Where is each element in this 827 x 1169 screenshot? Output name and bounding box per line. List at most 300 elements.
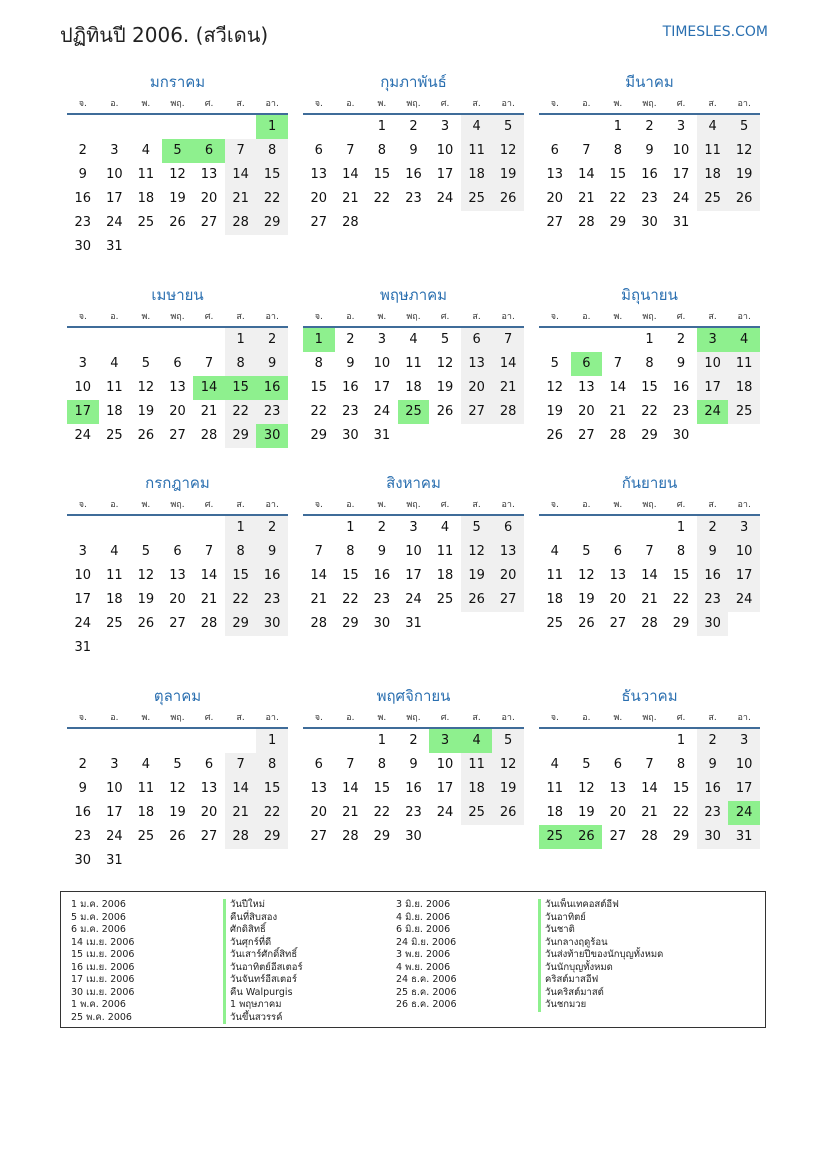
day-cell: 3 xyxy=(728,516,760,540)
day-cell: 22 xyxy=(609,191,627,206)
day-cell: 22 xyxy=(256,187,288,211)
day-cell: 9 xyxy=(377,544,387,559)
day-cell: 5 xyxy=(141,356,151,371)
day-cell: 11 xyxy=(697,139,729,163)
day-cell: 22 xyxy=(373,191,391,206)
empty-cell xyxy=(99,115,131,139)
day-cell: 24 xyxy=(436,805,454,820)
weekday-label: จ. xyxy=(78,500,87,510)
weekday-label: ศ. xyxy=(676,713,686,723)
day-cell: 9 xyxy=(78,781,87,796)
day-cell: 1 xyxy=(613,119,623,134)
holiday-names-column-2 xyxy=(538,899,663,1012)
empty-cell xyxy=(225,729,257,753)
day-cell: 29 xyxy=(641,428,658,443)
day-cell: 28 xyxy=(342,829,359,844)
day-cell: 28 xyxy=(641,616,658,631)
weekday-label: ส. xyxy=(472,713,481,723)
day-cell: 19 xyxy=(169,805,186,820)
day-cell: 27 xyxy=(169,428,186,443)
day-cell: 2 xyxy=(78,143,87,158)
day-cell: 26 xyxy=(169,829,186,844)
weekday-label: ศ. xyxy=(440,713,450,723)
weekday-label: พฤ. xyxy=(642,312,657,322)
day-cell: 19 xyxy=(492,777,524,801)
holiday-day-cell: 4 xyxy=(728,328,760,352)
month-name: สิงหาคม xyxy=(386,474,441,492)
empty-cell xyxy=(571,115,603,139)
day-cell: 19 xyxy=(137,404,155,419)
holiday-name: วันอาทิตย์ xyxy=(538,912,663,925)
day-cell: 17 xyxy=(436,781,454,796)
day-cell: 20 xyxy=(169,404,186,419)
weekday-label: จ. xyxy=(78,312,87,322)
day-cell: 16 xyxy=(405,781,422,796)
day-cell: 2 xyxy=(645,119,654,134)
day-cell: 15 xyxy=(310,380,328,395)
day-cell: 23 xyxy=(697,801,729,825)
day-cell: 27 xyxy=(609,616,627,631)
holiday-date: 25 ธ.ค. 2006 xyxy=(396,986,457,998)
holiday-date: 3 พ.ย. 2006 xyxy=(396,949,451,960)
day-grid xyxy=(67,729,288,873)
day-cell: 11 xyxy=(461,753,493,777)
day-cell: 6 xyxy=(173,544,182,559)
day-cell: 10 xyxy=(373,356,391,371)
day-cell: 10 xyxy=(106,781,123,796)
weekday-label: อา. xyxy=(501,312,515,322)
weekday-label: ศ. xyxy=(204,99,214,109)
holiday-date: 17 เม.ย. 2006 xyxy=(71,974,135,985)
day-cell: 5 xyxy=(492,115,524,139)
day-cell: 1 xyxy=(225,328,257,352)
day-cell: 19 xyxy=(578,592,595,607)
day-cell: 16 xyxy=(697,777,729,801)
day-cell: 26 xyxy=(546,428,564,443)
month-block xyxy=(539,284,760,448)
day-cell: 26 xyxy=(728,187,760,211)
day-cell: 13 xyxy=(578,380,595,395)
holiday-legend xyxy=(60,891,766,1028)
day-cell: 24 xyxy=(74,616,92,631)
day-cell: 9 xyxy=(645,143,654,158)
weekday-header xyxy=(539,306,760,328)
day-cell: 18 xyxy=(728,376,760,400)
day-cell: 16 xyxy=(641,167,658,182)
day-cell: 17 xyxy=(436,167,454,182)
day-cell: 3 xyxy=(110,757,119,772)
weekday-label: ศ. xyxy=(440,312,450,322)
day-cell: 12 xyxy=(492,139,524,163)
holiday-date: 14 เม.ย. 2006 xyxy=(71,936,135,948)
day-grid xyxy=(303,115,524,235)
day-cell: 19 xyxy=(492,163,524,187)
day-cell: 7 xyxy=(645,544,654,559)
day-cell: 18 xyxy=(546,805,564,820)
day-cell: 21 xyxy=(342,805,359,820)
holiday-day-cell: 17 xyxy=(67,400,99,424)
month-block xyxy=(303,71,524,235)
day-cell: 17 xyxy=(672,167,690,182)
day-cell: 19 xyxy=(461,564,493,588)
day-cell: 22 xyxy=(373,805,391,820)
holiday-name: คืนที่สิบสอง xyxy=(223,912,303,925)
day-cell: 26 xyxy=(137,616,155,631)
day-cell: 14 xyxy=(641,568,658,583)
day-cell: 2 xyxy=(377,520,387,535)
day-cell: 9 xyxy=(256,352,288,376)
empty-cell xyxy=(67,115,99,139)
day-cell: 15 xyxy=(672,781,690,796)
day-cell: 2 xyxy=(409,733,418,748)
day-cell: 6 xyxy=(314,757,323,772)
day-cell: 2 xyxy=(78,757,87,772)
day-cell: 9 xyxy=(676,356,686,371)
day-cell: 12 xyxy=(137,568,155,583)
day-cell: 13 xyxy=(609,781,627,796)
weekday-label: อ. xyxy=(582,500,591,510)
weekday-label: พฤ. xyxy=(170,500,185,510)
day-cell: 7 xyxy=(225,753,257,777)
day-cell: 13 xyxy=(461,352,493,376)
day-cell: 4 xyxy=(697,115,729,139)
day-cell: 24 xyxy=(373,404,391,419)
day-cell: 23 xyxy=(373,592,391,607)
weekday-label: ส. xyxy=(236,713,245,723)
day-cell: 22 xyxy=(342,592,359,607)
weekday-label: อ. xyxy=(582,713,591,723)
empty-cell xyxy=(539,328,571,352)
holiday-date: 1 พ.ค. 2006 xyxy=(71,999,126,1010)
day-cell: 21 xyxy=(578,191,595,206)
day-cell: 27 xyxy=(169,616,186,631)
day-cell: 14 xyxy=(225,777,257,801)
weekday-header xyxy=(303,707,524,729)
empty-cell xyxy=(162,328,194,352)
day-cell: 9 xyxy=(256,540,288,564)
day-cell: 1 xyxy=(377,733,387,748)
day-cell: 9 xyxy=(78,167,87,182)
empty-cell xyxy=(335,115,367,139)
weekday-label: พ. xyxy=(141,500,151,510)
day-cell: 17 xyxy=(74,592,92,607)
empty-cell xyxy=(193,516,225,540)
holiday-day-cell: 6 xyxy=(193,139,225,163)
day-cell: 19 xyxy=(578,805,595,820)
holiday-name: วันศุกร์ที่ดี xyxy=(223,937,303,950)
day-cell: 3 xyxy=(110,143,119,158)
weekday-label: พ. xyxy=(377,713,387,723)
weekday-label: พฤ. xyxy=(406,713,421,723)
day-cell: 7 xyxy=(645,757,654,772)
day-cell: 7 xyxy=(582,143,591,158)
month-name: กันยายน xyxy=(621,474,678,492)
holiday-name: วันเสาร์ศักดิ์สิทธิ์ xyxy=(223,949,303,962)
weekday-label: ส. xyxy=(236,500,245,510)
day-cell: 19 xyxy=(169,191,186,206)
day-cell: 11 xyxy=(106,380,123,395)
day-cell: 25 xyxy=(106,428,123,443)
holiday-date: 26 ธ.ค. 2006 xyxy=(396,999,457,1010)
day-grid xyxy=(67,328,288,448)
weekday-header xyxy=(67,707,288,729)
weekday-label: ศ. xyxy=(204,312,214,322)
day-cell: 13 xyxy=(310,167,328,182)
day-cell: 3 xyxy=(409,520,418,535)
empty-cell xyxy=(571,729,603,753)
month-name: ตุลาคม xyxy=(153,687,202,705)
day-cell: 16 xyxy=(697,564,729,588)
day-cell: 16 xyxy=(342,380,359,395)
empty-cell xyxy=(303,516,335,540)
day-cell: 8 xyxy=(225,540,257,564)
weekday-label: พฤ. xyxy=(170,312,185,322)
day-cell: 29 xyxy=(373,829,391,844)
day-cell: 27 xyxy=(492,588,524,612)
weekday-label: จ. xyxy=(314,312,323,322)
weekday-label: อ. xyxy=(582,312,591,322)
month-block xyxy=(67,71,288,259)
holiday-day-cell: 1 xyxy=(303,328,335,352)
empty-cell xyxy=(634,516,666,540)
day-cell: 22 xyxy=(641,404,658,419)
empty-cell xyxy=(539,115,571,139)
day-cell: 9 xyxy=(697,753,729,777)
day-cell: 2 xyxy=(409,119,418,134)
holiday-names-column-1 xyxy=(223,899,303,1024)
day-cell: 3 xyxy=(78,544,87,559)
day-cell: 11 xyxy=(106,568,123,583)
day-cell: 4 xyxy=(461,115,493,139)
day-cell: 10 xyxy=(405,544,422,559)
weekday-label: ส. xyxy=(236,99,245,109)
day-cell: 15 xyxy=(672,568,690,583)
weekday-header xyxy=(303,306,524,328)
holiday-day-cell: 1 xyxy=(256,115,288,139)
empty-cell xyxy=(162,115,194,139)
day-cell: 29 xyxy=(672,829,690,844)
day-cell: 8 xyxy=(613,143,623,158)
day-cell: 5 xyxy=(461,516,493,540)
day-cell: 8 xyxy=(377,143,387,158)
day-cell: 14 xyxy=(578,167,595,182)
weekday-label: อา. xyxy=(737,713,751,723)
day-cell: 17 xyxy=(728,777,760,801)
day-cell: 13 xyxy=(546,167,564,182)
weekday-label: ศ. xyxy=(676,99,686,109)
day-cell: 12 xyxy=(492,753,524,777)
day-cell: 11 xyxy=(461,139,493,163)
weekday-label: ส. xyxy=(708,713,717,723)
weekday-label: อา. xyxy=(501,99,515,109)
weekday-label: พฤ. xyxy=(642,99,657,109)
day-cell: 8 xyxy=(256,139,288,163)
holiday-day-cell: 25 xyxy=(539,825,571,849)
day-cell: 20 xyxy=(609,805,627,820)
empty-cell xyxy=(602,328,634,352)
day-cell: 20 xyxy=(200,805,218,820)
day-cell: 19 xyxy=(137,592,155,607)
day-cell: 22 xyxy=(256,801,288,825)
empty-cell xyxy=(99,729,131,753)
day-cell: 18 xyxy=(106,404,123,419)
day-cell: 27 xyxy=(200,215,218,230)
holiday-date: 6 ม.ค. 2006 xyxy=(71,924,126,935)
weekday-header xyxy=(303,93,524,115)
day-cell: 3 xyxy=(728,729,760,753)
day-cell: 29 xyxy=(256,825,288,849)
day-cell: 10 xyxy=(697,352,729,376)
month-name: กรกฎาคม xyxy=(145,474,210,492)
month-block xyxy=(539,472,760,636)
weekday-label: อา. xyxy=(501,713,515,723)
day-cell: 23 xyxy=(256,400,288,424)
day-cell: 29 xyxy=(609,215,627,230)
weekday-header xyxy=(539,707,760,729)
day-cell: 27 xyxy=(200,829,218,844)
holiday-dates-column-2 xyxy=(396,899,457,1012)
day-cell: 28 xyxy=(310,616,328,631)
month-name: เมษายน xyxy=(151,286,204,304)
day-cell: 11 xyxy=(137,167,155,182)
empty-cell xyxy=(162,516,194,540)
day-cell: 14 xyxy=(342,781,359,796)
day-cell: 28 xyxy=(225,825,257,849)
empty-cell xyxy=(130,328,162,352)
day-cell: 12 xyxy=(436,356,454,371)
day-cell: 14 xyxy=(641,781,658,796)
day-cell: 4 xyxy=(409,332,418,347)
day-cell: 17 xyxy=(728,564,760,588)
weekday-label: จ. xyxy=(314,500,323,510)
weekday-label: อ. xyxy=(346,99,355,109)
month-block xyxy=(539,71,760,235)
day-cell: 19 xyxy=(546,404,564,419)
holiday-date: 15 เม.ย. 2006 xyxy=(71,949,135,960)
day-cell: 18 xyxy=(137,805,155,820)
holiday-name: วันอาทิตย์อีสเตอร์ xyxy=(223,962,303,975)
weekday-label: จ. xyxy=(550,500,559,510)
day-cell: 21 xyxy=(200,592,218,607)
page-title: ปฏิทินปี 2006. (สวีเดน) xyxy=(60,23,269,47)
weekday-header xyxy=(67,93,288,115)
day-cell: 5 xyxy=(582,757,591,772)
day-cell: 13 xyxy=(169,380,186,395)
day-cell: 25 xyxy=(436,592,454,607)
day-cell: 24 xyxy=(106,829,123,844)
day-cell: 27 xyxy=(546,215,564,230)
weekday-label: ศ. xyxy=(676,312,686,322)
day-cell: 10 xyxy=(728,753,760,777)
day-cell: 10 xyxy=(728,540,760,564)
day-cell: 26 xyxy=(436,404,454,419)
weekday-label: อา. xyxy=(265,713,279,723)
weekday-label: อา. xyxy=(501,500,515,510)
holiday-name: วันคริสต์มาสต์ xyxy=(538,987,663,1000)
day-cell: 16 xyxy=(256,564,288,588)
holiday-day-cell: 25 xyxy=(398,400,430,424)
holiday-day-cell: 16 xyxy=(256,376,288,400)
day-cell: 17 xyxy=(405,568,422,583)
weekday-label: อ. xyxy=(110,713,119,723)
day-cell: 11 xyxy=(546,568,564,583)
holiday-date: 30 เม.ย. 2006 xyxy=(71,986,135,998)
day-cell: 27 xyxy=(609,829,627,844)
day-cell: 31 xyxy=(106,239,123,254)
day-cell: 29 xyxy=(672,616,690,631)
empty-cell xyxy=(571,328,603,352)
day-cell: 7 xyxy=(346,757,355,772)
day-cell: 3 xyxy=(377,332,387,347)
day-cell: 4 xyxy=(110,544,119,559)
day-cell: 17 xyxy=(106,191,123,206)
weekday-label: ศ. xyxy=(204,500,214,510)
day-cell: 18 xyxy=(461,163,493,187)
day-cell: 30 xyxy=(641,215,658,230)
month-name: ธันวาคม xyxy=(621,687,678,705)
day-cell: 18 xyxy=(436,568,454,583)
day-cell: 15 xyxy=(641,380,658,395)
day-cell: 28 xyxy=(609,428,627,443)
day-cell: 4 xyxy=(550,544,559,559)
weekday-label: ส. xyxy=(472,312,481,322)
day-cell: 7 xyxy=(204,544,214,559)
day-cell: 21 xyxy=(310,592,328,607)
weekday-label: ส. xyxy=(472,500,481,510)
day-cell: 6 xyxy=(204,757,214,772)
site-link[interactable]: TIMESLES.COM xyxy=(662,24,768,40)
holiday-day-cell: 30 xyxy=(256,424,288,448)
day-cell: 8 xyxy=(314,356,323,371)
holiday-name: ศักดิสิทธิ์ xyxy=(223,924,303,937)
day-cell: 12 xyxy=(169,781,186,796)
weekday-label: ส. xyxy=(236,312,245,322)
empty-cell xyxy=(130,115,162,139)
day-cell: 31 xyxy=(672,215,690,230)
day-cell: 9 xyxy=(409,143,418,158)
day-cell: 17 xyxy=(106,805,123,820)
month-name: กุมภาพันธ์ xyxy=(380,73,447,91)
day-cell: 23 xyxy=(672,404,690,419)
weekday-label: อ. xyxy=(110,99,119,109)
day-grid xyxy=(67,516,288,660)
day-grid xyxy=(539,729,760,849)
weekday-label: ศ. xyxy=(204,713,214,723)
day-cell: 2 xyxy=(697,729,729,753)
day-cell: 4 xyxy=(550,757,559,772)
holiday-day-cell: 26 xyxy=(571,825,603,849)
day-cell: 11 xyxy=(436,544,454,559)
day-cell: 6 xyxy=(173,356,182,371)
empty-cell xyxy=(602,729,634,753)
day-cell: 12 xyxy=(578,781,595,796)
holiday-date: 16 เม.ย. 2006 xyxy=(71,961,135,973)
day-cell: 26 xyxy=(137,428,155,443)
day-cell: 9 xyxy=(409,757,418,772)
weekday-label: อ. xyxy=(346,312,355,322)
day-cell: 21 xyxy=(641,592,658,607)
day-cell: 1 xyxy=(225,516,257,540)
day-cell: 2 xyxy=(256,328,288,352)
day-cell: 30 xyxy=(74,239,92,254)
day-cell: 27 xyxy=(578,428,595,443)
day-cell: 3 xyxy=(676,119,686,134)
day-cell: 15 xyxy=(373,167,391,182)
weekday-label: จ. xyxy=(550,99,559,109)
weekday-label: อ. xyxy=(346,713,355,723)
day-cell: 15 xyxy=(609,167,627,182)
day-cell: 1 xyxy=(676,733,686,748)
